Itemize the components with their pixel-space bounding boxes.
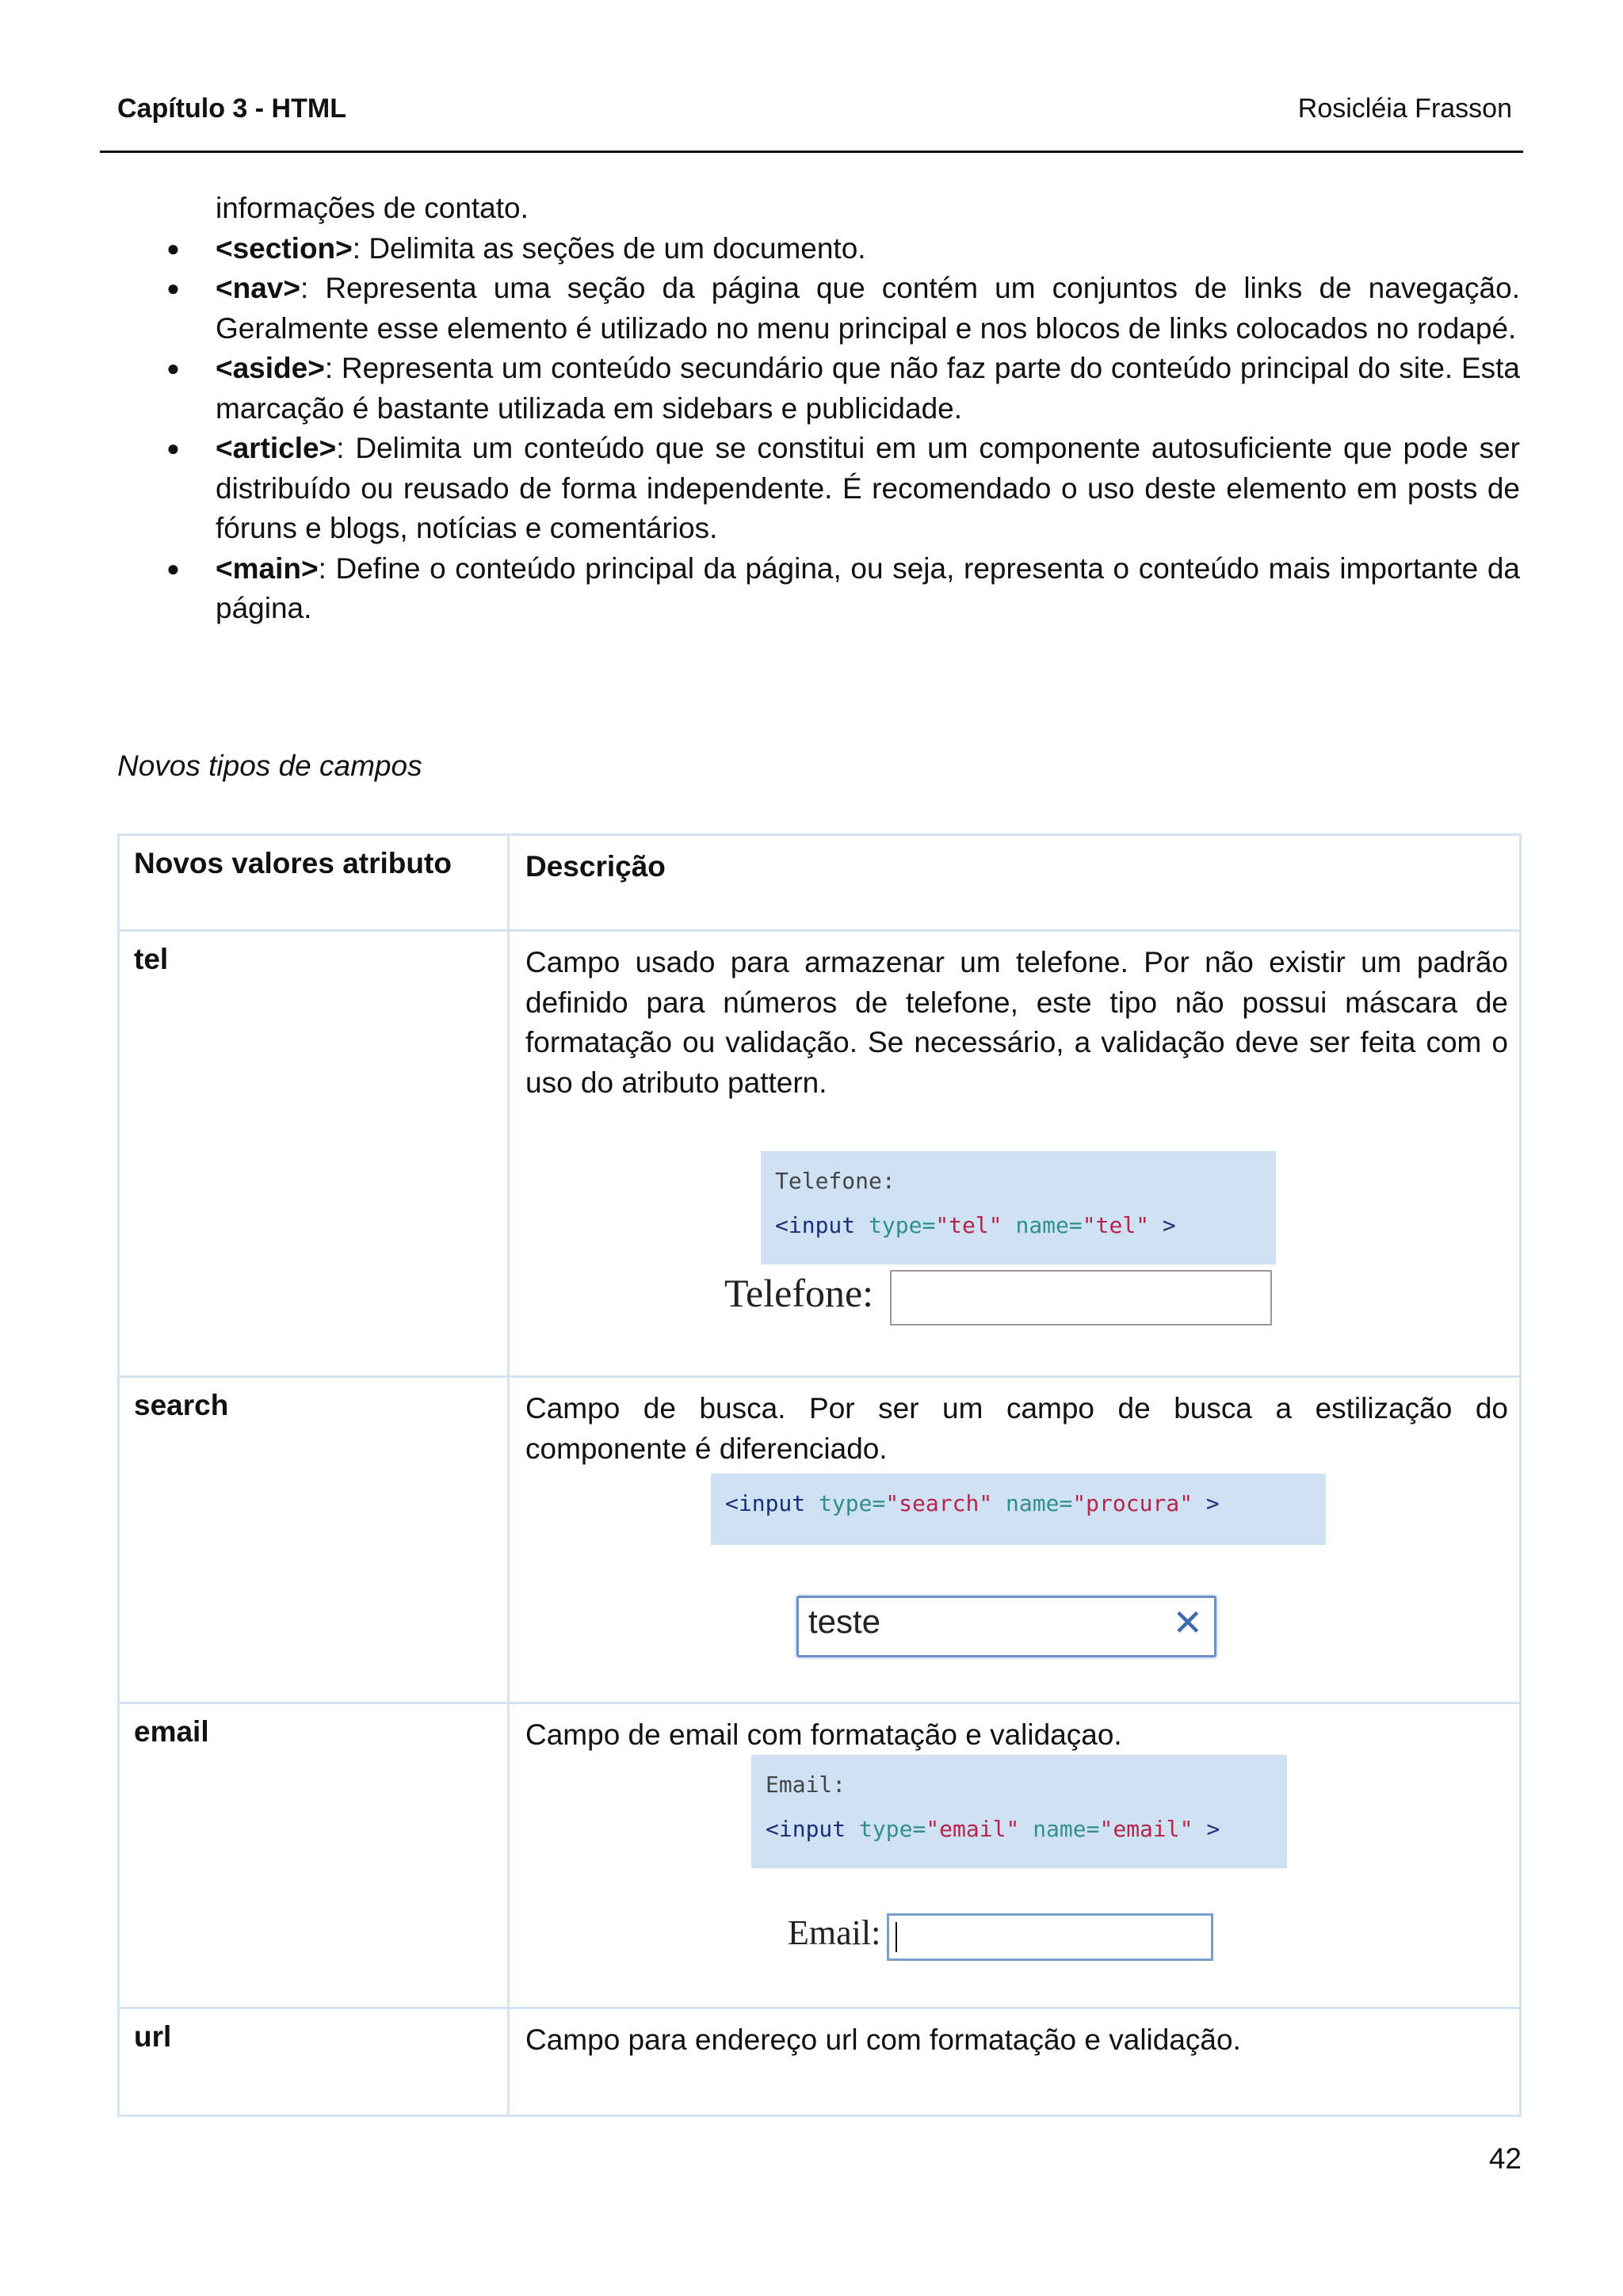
close-icon[interactable]: ✕	[1172, 1602, 1203, 1643]
page-header	[117, 93, 1512, 133]
table-row-url	[120, 2007, 1519, 2117]
attr-value: tel	[134, 943, 169, 975]
attr-value: search	[134, 1389, 229, 1421]
attr-description: Campo para endereço url com formatação e validação.	[525, 2023, 1241, 2056]
code-sample	[751, 1755, 1287, 1868]
demo-label: Email:	[788, 1913, 881, 1952]
code-value: "tel"	[935, 1212, 1002, 1238]
code-attr: name=	[1015, 1212, 1083, 1238]
table-row-search	[120, 1375, 1519, 1704]
code-value: "email"	[926, 1816, 1020, 1842]
table-row-tel	[120, 929, 1519, 1378]
attr-description: Campo usado para armazenar um telefone. Por não existir um padrão definido para números de telefone, este tipo não possui máscara de formatação ou validação. Se necessário, a validação deve ser feita com o uso do atributo pattern.	[525, 946, 1508, 1099]
attr-cell	[120, 932, 510, 1378]
header-attr-label: Novos valores atributo	[134, 847, 452, 879]
attr-value: url	[134, 2020, 172, 2053]
tag-name: <main>	[216, 551, 319, 585]
attr-description: Campo de busca. Por ser um campo de busca a estilização do componente é diferenciado.	[525, 1392, 1508, 1465]
tag-name: <article>	[216, 432, 337, 464]
search-input-demo[interactable]	[796, 1596, 1216, 1657]
code-attr: type=	[859, 1816, 926, 1842]
code-close-tag: >	[1206, 1816, 1220, 1842]
author-name: Rosicléia Frasson	[1297, 93, 1512, 124]
bullet-main	[117, 549, 1520, 629]
section-title: Novos tipos de campos	[117, 749, 422, 782]
code-sample	[761, 1151, 1276, 1264]
code-value: "email"	[1099, 1816, 1193, 1842]
attr-cell	[120, 2009, 510, 2117]
code-value: "search"	[885, 1490, 993, 1516]
attr-value: email	[134, 1715, 209, 1748]
tag-description: : Define o conteúdo principal da página, ou seja, representa o conteúdo mais importante da página.	[216, 551, 1520, 624]
bullet-aside	[117, 349, 1520, 429]
code-line	[766, 1807, 1273, 1852]
tag-name: <nav>	[216, 272, 300, 304]
code-close-tag: >	[1205, 1490, 1220, 1516]
code-line	[725, 1482, 1312, 1526]
tag-description: : Delimita um conteúdo que se constitui em um componente autosuficiente que pode ser distribuído ou reusado de forma independente. É recomendado o uso deste elemento em posts de fóruns e blogs, notícias e comentários.	[216, 432, 1520, 544]
code-label: Email:	[766, 1772, 846, 1798]
page-number: 42	[1488, 2142, 1522, 2175]
code-value: "tel"	[1082, 1212, 1150, 1238]
intro-text	[117, 189, 1520, 629]
bullet-nav	[117, 269, 1520, 349]
code-value: "procura"	[1072, 1490, 1193, 1516]
search-value: teste	[808, 1603, 881, 1640]
table-row-email	[120, 1702, 1519, 2009]
attr-description: Campo de email com formatação e validaçao.	[525, 1718, 1122, 1751]
code-attr: name=	[1033, 1816, 1100, 1842]
chapter-title: Capítulo 3 - HTML	[117, 93, 346, 124]
demo-label: Telefone:	[724, 1271, 874, 1315]
field-types-table	[117, 833, 1522, 2117]
semantic-tags-list	[117, 229, 1520, 629]
header-divider	[100, 151, 1523, 153]
code-open-tag: <input	[766, 1816, 846, 1842]
tag-description: : Representa um conteúdo secundário que não faz parte do conteúdo principal do site. Esta marcação é bastante utilizada em sidebars e publicidade.	[216, 352, 1520, 425]
tag-description: : Representa uma seção da página que contém um conjuntos de links de navegação. Geralmente esse elemento é utilizado no menu principal e nos blocos de links colocados no rodapé.	[216, 272, 1520, 345]
code-open-tag: <input	[725, 1490, 806, 1516]
bullet-section	[117, 229, 1520, 269]
code-attr: type=	[819, 1490, 886, 1516]
code-open-tag: <input	[775, 1212, 856, 1238]
table-header-row	[120, 836, 1519, 929]
code-label: Telefone:	[775, 1168, 896, 1194]
code-close-tag: >	[1162, 1212, 1176, 1238]
code-sample	[711, 1474, 1326, 1545]
email-input-demo[interactable]	[887, 1913, 1213, 1961]
code-attr: name=	[1006, 1490, 1073, 1516]
code-line	[775, 1203, 1262, 1248]
header-desc-label: Descrição	[525, 850, 666, 883]
continuation-line: informações de contato.	[216, 192, 529, 224]
tel-input-demo[interactable]	[890, 1270, 1272, 1325]
bullet-article	[117, 429, 1520, 549]
tag-name: <section>	[216, 231, 353, 265]
tag-name: <aside>	[216, 352, 325, 384]
code-attr: type=	[869, 1212, 936, 1238]
tag-description: : Delimita as seções de um documento.	[352, 231, 866, 265]
attr-cell	[120, 1378, 510, 1704]
attr-cell	[120, 1704, 510, 2009]
text-caret	[896, 1922, 897, 1952]
